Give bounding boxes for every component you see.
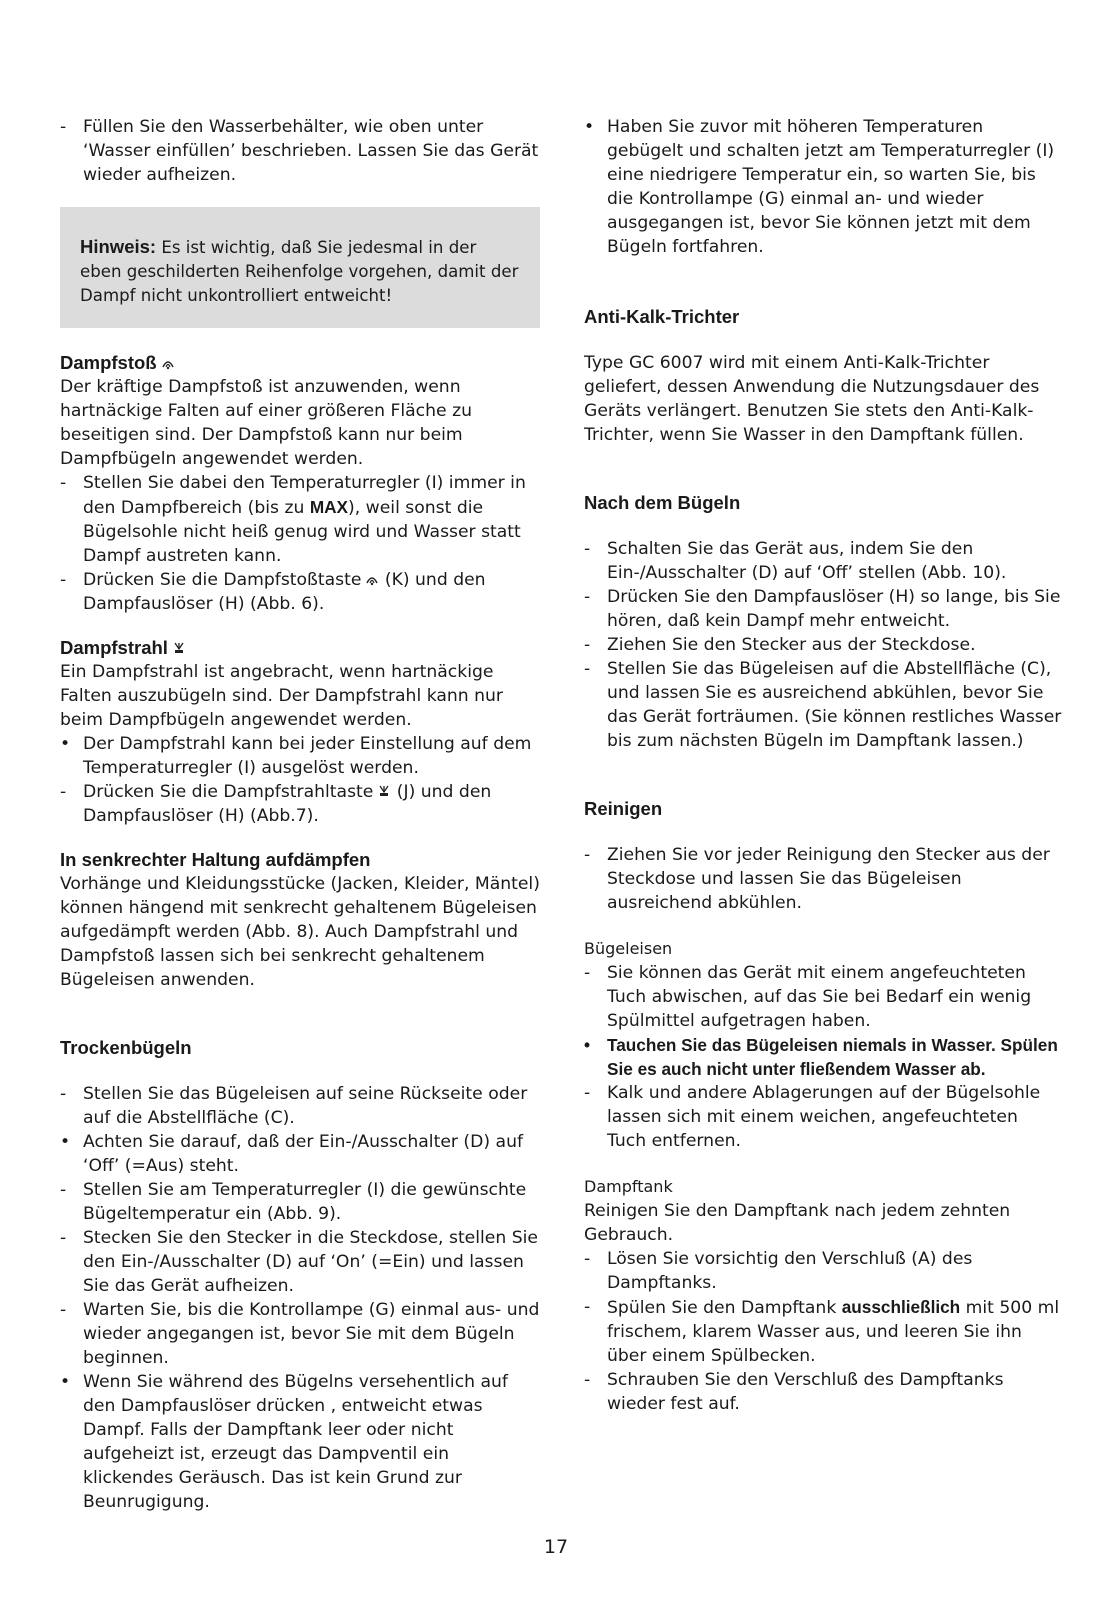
list-item: • Der Dampfstrahl kann bei jeder Einstellung auf dem Temperaturregler (I) ausgelöst werden. (60, 734, 532, 778)
paragraph: Vorhänge und Kleidungsstücke (Jacken, Kleider, Mäntel) können hängend mit senkrecht gehaltenem Bügeleisen aufgedämpft werden (Abb. 8). Auch Dampfstrahl und Dampfstoß lassen sich bei senkrecht gehaltenem Bügeleisen anwenden. (60, 874, 540, 990)
list-item: - Stellen Sie das Bügeleisen auf seine Rückseite oder auf die Abstellfläche (C). (60, 1084, 528, 1128)
list-item: - Ziehen Sie den Stecker aus der Steckdose. (584, 635, 976, 655)
paragraph: Der kräftige Dampfstoß ist anzuwenden, wenn hartnäckige Falten auf einer größeren Fläche zu beseitigen sind. Der Dampfstoß kann nur beim Dampfbügeln angewendet werden. (60, 377, 472, 469)
heading-antikalk: Anti-Kalk-Trichter (584, 306, 740, 327)
note-box (60, 207, 540, 328)
steam-shot-icon (161, 356, 175, 370)
steam-jet-icon (172, 641, 186, 655)
note-label: Hinweis: (80, 236, 157, 257)
heading-dampfstrahl: Dampfstrahl (60, 636, 540, 660)
list-item: - Ziehen Sie vor jeder Reinigung den Stecker aus der Steckdose und lassen Sie das Bügeleisen ausreichend abkühlen. (584, 845, 1050, 913)
heading-senkrecht: In senkrechter Haltung aufdämpfen (60, 849, 371, 870)
steam-shot-icon (365, 572, 379, 586)
list-item: • Achten Sie darauf, daß der Ein-/Ausschalter (D) auf ‘Off’ (=Aus) steht. (60, 1132, 524, 1176)
page-number: 17 (543, 1536, 569, 1558)
paragraph: Ein Dampfstrahl ist angebracht, wenn hartnäckige Falten auszubügeln sind. Der Dampfstrahl kann nur beim Dampfbügeln angewendet werden. (60, 662, 503, 730)
list-item: - Drücken Sie die Dampfstrahltaste (J) und den Dampfauslöser (H) (Abb.7). (60, 782, 492, 826)
heading-dampfstoss: Dampfstoß (60, 351, 540, 375)
note-text: Es ist wichtig, daß Sie jedesmal in der eben geschilderten Reihenfolge vorgehen, damit der Dampf nicht unkontrolliert entweicht! (80, 238, 519, 305)
list-item: - Stellen Sie das Bügeleisen auf die Abstellfläche (C), und lassen Sie es ausreichend abkühlen, bevor Sie das Gerät forträumen. (Sie können restliches Wasser bis zum nächsten Bügeln im Dampftank lassen.) (584, 659, 1062, 751)
list-item: - Spülen Sie den Dampftank ausschließlich mit 500 ml frischem, klarem Wasser aus, und leeren Sie ihn über einem Spülbecken. (584, 1297, 1060, 1366)
list-item: - Schrauben Sie den Verschluß des Dampftanks wieder fest auf. (584, 1370, 1004, 1414)
heading-nach-dem-buegeln: Nach dem Bügeln (584, 492, 741, 513)
list-item: - Füllen Sie den Wasserbehälter, wie oben unter ‘Wasser einfüllen’ beschrieben. Lassen Sie das Gerät wieder aufheizen. (60, 117, 539, 185)
paragraph: Reinigen Sie den Dampftank nach jedem zehnten Gebrauch. (584, 1201, 1011, 1245)
paragraph: Type GC 6007 wird mit einem Anti-Kalk-Trichter geliefert, dessen Anwendung die Nutzungsdauer des Geräts verlängert. Benutzen Sie stets den Anti-Kalk-Trichter, wenn Sie Wasser in den Dampftank füllen. (584, 353, 1040, 445)
heading-trockenbuegeln: Trockenbügeln (60, 1037, 192, 1058)
list-item-warning: • Tauchen Sie das Bügeleisen niemals in Wasser. Spülen Sie es auch nicht unter fließendem Wasser ab. (584, 1035, 1058, 1079)
list-item: - Lösen Sie vorsichtig den Verschluß (A) des Dampftanks. (584, 1249, 973, 1293)
steam-jet-icon (377, 784, 391, 798)
list-item: - Schalten Sie das Gerät aus, indem Sie den Ein-/Ausschalter (D) auf ‘Off’ stellen (Abb. 10). (584, 539, 1007, 583)
right-column (584, 115, 1062, 1416)
list-item: - Warten Sie, bis die Kontrollampe (G) einmal aus- und wieder angegangen ist, bevor Sie mit dem Bügeln beginnen. (60, 1300, 540, 1368)
list-item: - Stellen Sie am Temperaturregler (I) die gewünschte Bügeltemperatur ein (Abb. 9). (60, 1180, 527, 1224)
heading-reinigen: Reinigen (584, 798, 663, 819)
list-item: • Wenn Sie während des Bügelns versehentlich auf den Dampfauslöser drücken , entweicht etwas Dampf. Falls der Dampftank leer oder nicht aufgeheizt ist, erzeugt das Dampventil ein klickendes Geräusch. Das ist kein Grund zur Beunrugigung. (60, 1372, 508, 1512)
list-item: - Drücken Sie die Dampfstoßtaste (K) und den Dampfauslöser (H) (Abb. 6). (60, 570, 486, 614)
list-item: - Drücken Sie den Dampfauslöser (H) so lange, bis Sie hören, daß kein Dampf mehr entweicht. (584, 587, 1061, 631)
list-item: - Sie können das Gerät mit einem angefeuchteten Tuch abwischen, auf das Sie bei Bedarf ein wenig Spülmittel aufgetragen haben. (584, 963, 1032, 1031)
list-item: • Haben Sie zuvor mit höheren Temperaturen gebügelt und schalten jetzt am Temperaturregler (I) eine niedrigere Temperatur ein, so warten Sie, bis die Kontrollampe (G) einmal an- und wieder ausgegangen ist, bevor Sie können jetzt mit dem Bügeln fortfahren. (584, 117, 1055, 257)
left-column (60, 115, 540, 1514)
list-item: - Kalk und andere Ablagerungen auf der Bügelsohle lassen sich mit einem weichen, angefeuchteten Tuch entfernen. (584, 1083, 1041, 1151)
list-item: - Stellen Sie dabei den Temperaturregler (I) immer in den Dampfbereich (bis zu MAX), weil sonst die Bügelsohle nicht heiß genug wird und Wasser statt Dampf austreten kann. (60, 473, 526, 566)
subheading-buegeleisen: Bügeleisen (584, 939, 673, 958)
subheading-dampftank: Dampftank (584, 1177, 673, 1196)
list-item: - Stecken Sie den Stecker in die Steckdose, stellen Sie den Ein-/Ausschalter (D) auf ‘On’ (=Ein) und lassen Sie das Gerät aufheizen. (60, 1228, 538, 1296)
